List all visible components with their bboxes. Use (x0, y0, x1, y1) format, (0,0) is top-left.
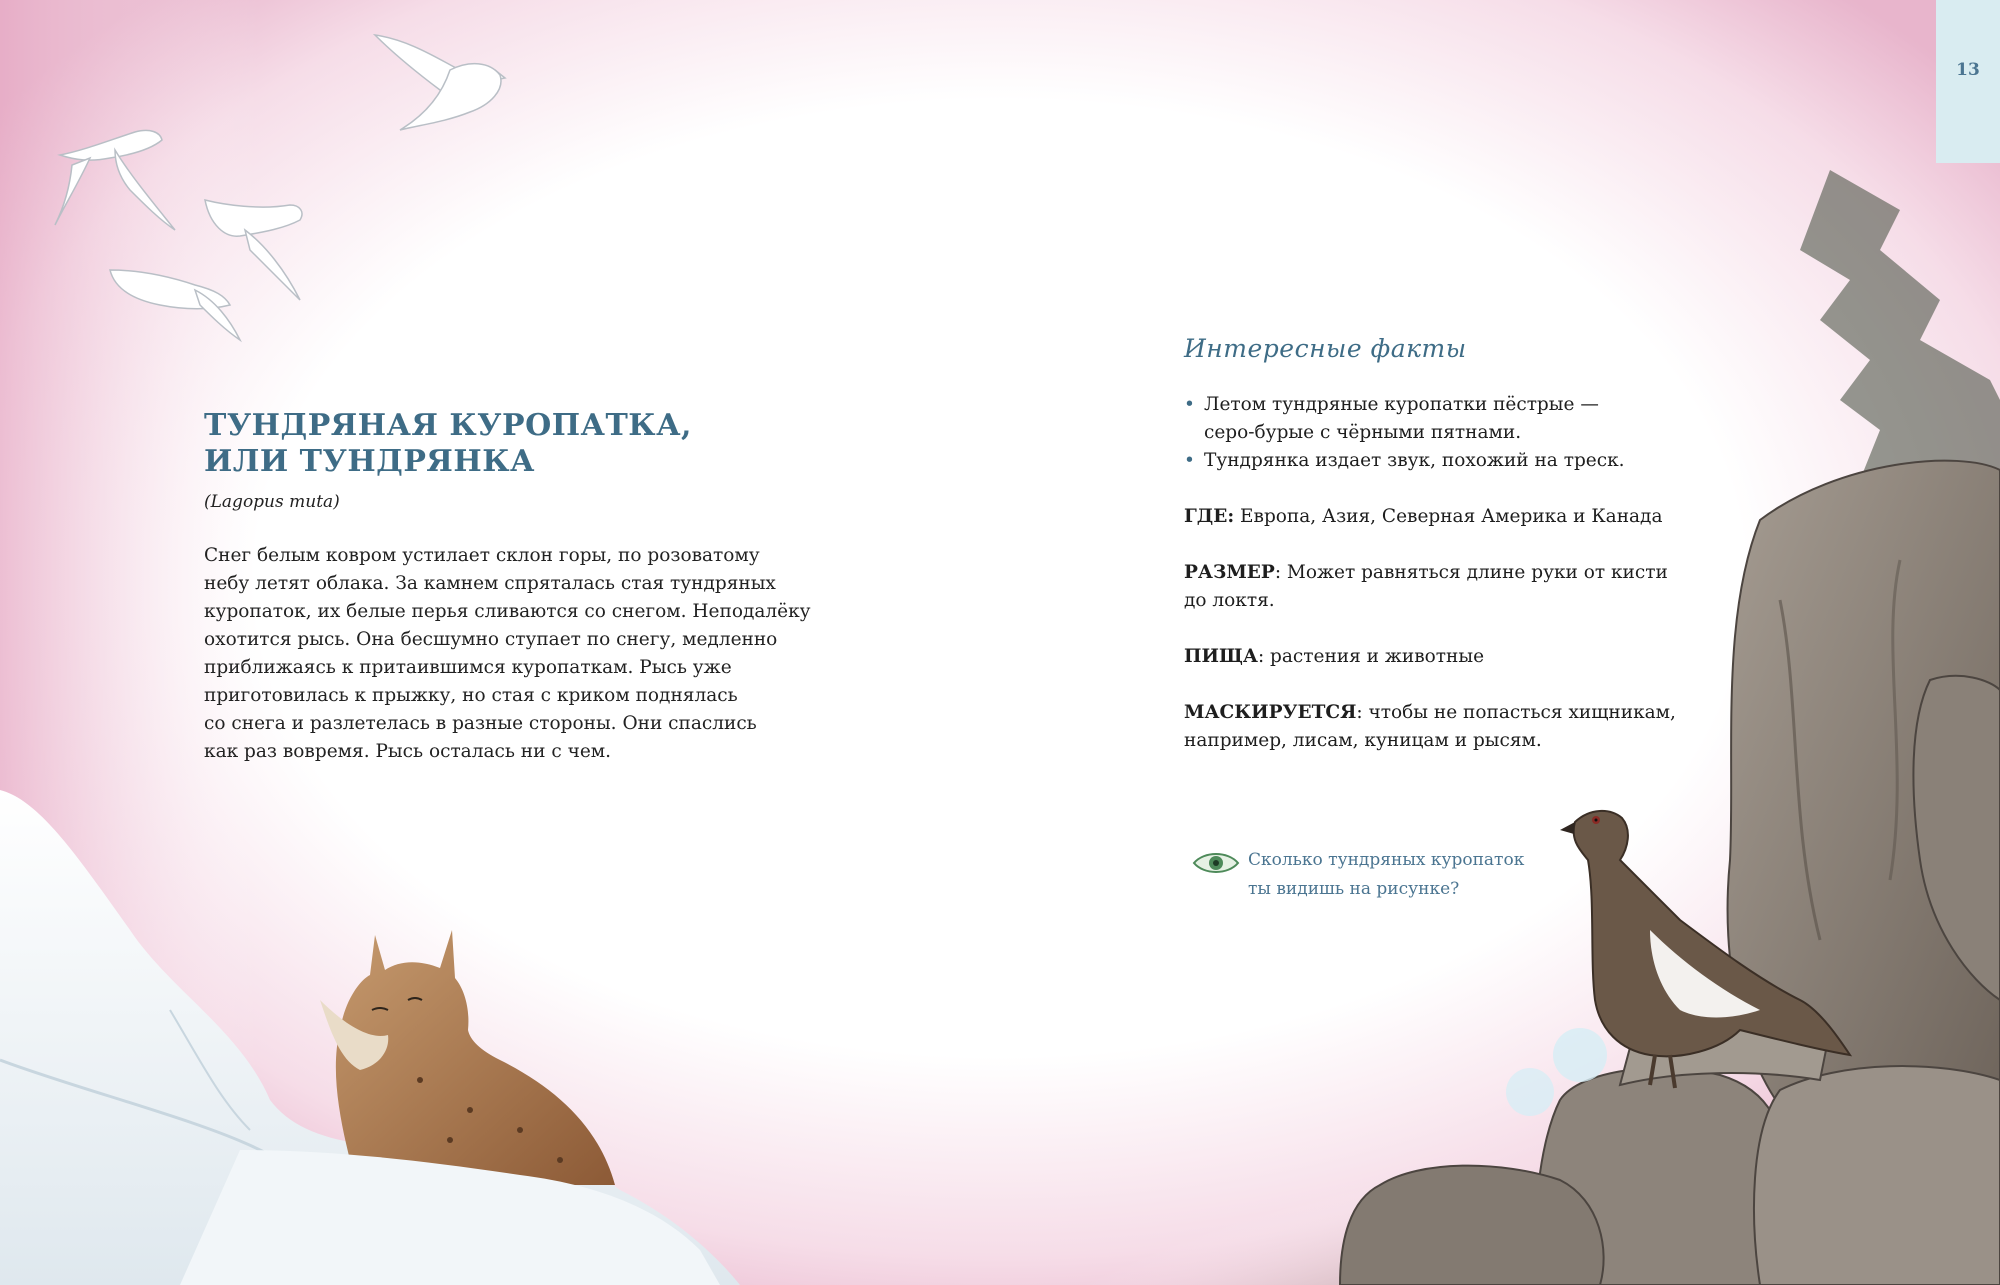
info-line (1184, 699, 1704, 727)
info-section (1184, 503, 1704, 755)
page-number-tab (1936, 0, 2000, 163)
info-camouflage (1184, 699, 1704, 755)
story-line: Снег белым ковром устилает склон горы, по розоватому (204, 545, 760, 566)
info-line (1184, 503, 1704, 531)
article-title-line: ТУНДРЯНАЯ КУРОПАТКА, (204, 408, 692, 443)
story-line: охотится рысь. Она бесшумно ступает по снегу, медленно (204, 629, 778, 650)
info-line (1184, 559, 1704, 587)
article (204, 408, 844, 766)
info-where (1184, 503, 1704, 531)
info-food (1184, 643, 1704, 671)
info-value: : растения и животные (1257, 646, 1485, 667)
facts-heading: Интересные факты (1184, 334, 1467, 363)
story-line: куропаток, их белые перья сливаются со снегом. Неподалёку (204, 601, 811, 622)
story-line: приготовилась к прыжку, но стая с криком поднялась (204, 685, 738, 706)
facts-list (1184, 391, 1704, 475)
info-line (1184, 643, 1704, 671)
story-line: как раз вовремя. Рысь осталась ни с чем. (204, 741, 612, 762)
info-line: например, лисам, куницам и рысям. (1184, 730, 1542, 751)
question-callout (1184, 840, 1584, 920)
question-text (1248, 846, 1524, 904)
story-text (204, 542, 844, 766)
article-title (204, 408, 844, 480)
fact-line: • Летом тундряные куропатки пёстрые — (1204, 394, 1599, 415)
question-line: ты видишь на рисунке? (1248, 879, 1460, 899)
story-line: приближаясь к притаившимся куропаткам. Рысь уже (204, 657, 732, 678)
fact-item (1184, 447, 1704, 475)
info-label: РАЗМЕР (1184, 562, 1275, 583)
info-size (1184, 559, 1704, 615)
info-line: до локтя. (1184, 590, 1275, 611)
info-value: : чтобы не попасться хищникам, (1356, 702, 1676, 723)
question-line: Сколько тундряных куропаток (1248, 850, 1525, 870)
info-value: : Может равняться длине руки от кисти (1274, 562, 1668, 583)
info-label: ПИЩА (1184, 646, 1258, 667)
page-number: 13 (1956, 60, 1980, 80)
article-title-line: ИЛИ ТУНДРЯНКА (204, 444, 535, 479)
story-line: со снега и разлетелась в разные стороны. Они спаслись (204, 713, 757, 734)
fact-line: • Тундрянка издает звук, похожий на треск. (1204, 450, 1625, 471)
info-label: ГДЕ: (1184, 506, 1235, 527)
eye-icon (1192, 848, 1240, 878)
story-line: небу летят облака. За камнем спряталась стая тундряных (204, 573, 776, 594)
info-label: МАСКИРУЕТСЯ (1184, 702, 1357, 723)
facts-panel (1184, 334, 1704, 783)
fact-line: серо-бурые с чёрными пятнами. (1204, 422, 1522, 443)
fact-item (1184, 391, 1704, 447)
latin-name: (Lagopus muta) (204, 492, 340, 512)
info-value: Европа, Азия, Северная Америка и Канада (1234, 506, 1663, 527)
